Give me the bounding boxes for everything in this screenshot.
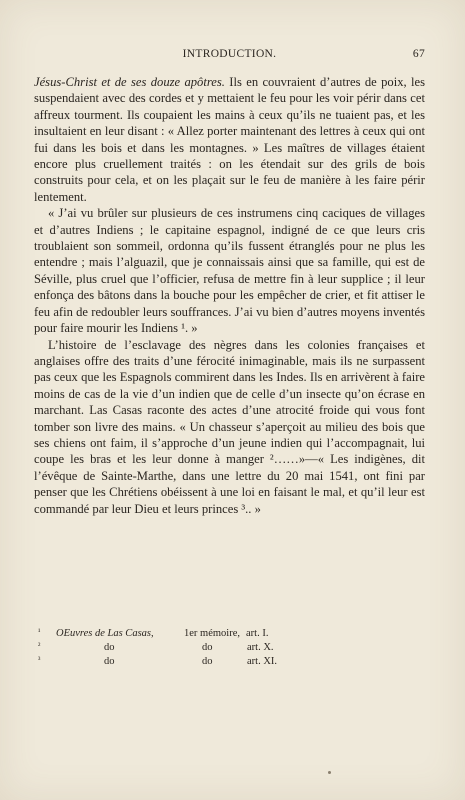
footnote-work: OEuvres de Las Casas, <box>56 628 154 639</box>
footnote-mark: ³ <box>38 655 41 664</box>
footnote-volume: do <box>202 642 213 653</box>
footnote-mark: ² <box>38 641 41 650</box>
italic-lead: Jésus-Christ et de ses douze apôtres. <box>34 75 225 89</box>
footnote <box>34 627 425 641</box>
footnote-volume: do <box>202 656 213 667</box>
running-header <box>34 48 425 62</box>
paragraph-text: Ils en couvraient d’autres de poix, les suspendaient avec des cordes et y mettaient le feu pour les voir périr dans cet affreux tourment. Ils coupaient les mains à ceux qu’ils ne tuaient pas, et les insultaient en leur disant : « Allez porter maintenant des lettres à ceux qui ont fui dans les bois et dans les montagnes. » Les maîtres de villages étaient encore plus cruellement traités : on les étendait sur des grils de bois construits pour cela, et on les plaçait sur le feu de manière à les faire périr lentement. <box>34 75 425 204</box>
paragraph <box>34 74 425 205</box>
footnote-article: art. XI. <box>247 656 278 667</box>
footnote-work: do <box>104 656 115 667</box>
footnote-work: do <box>104 642 115 653</box>
footnotes <box>34 627 425 669</box>
paragraph: « J’ai vu brûler sur plusieurs de ces instrumens cinq caciques de villages et d’autres Indiens ; le capitaine espagnol, indigné de ce que leurs cris troublaient son sommeil, ordonna qu’ils fussent étranglés pour ne plus les entendre ; mais l’alguazil, que je connaissais ainsi que sa famille, qui est de Séville, plus cruel que l’officier, refusa de mettre fin à leur supplice ; il leur enfonça des bâtons dans la bouche pour les empêcher de crier, et fit attiser le feu afin de redoubler leurs souffrances. J’ai vu bien d’autres moyens inventés pour faire mourir les Indiens ¹. » <box>34 206 425 336</box>
footnote-mark: ¹ <box>38 627 41 636</box>
footnote <box>34 641 425 655</box>
chapter-title: INTRODUCTION. <box>182 48 277 60</box>
footnote-article: art. X. <box>247 642 274 653</box>
page-number: 67 <box>412 48 425 60</box>
footnote-volume: 1er mémoire, <box>184 628 240 639</box>
footnote <box>34 655 425 669</box>
paper-speck <box>328 771 331 774</box>
paragraph: L’histoire de l’esclavage des nègres dans les colonies françaises et anglaises offre des traits d’une férocité inimaginable, mais ils ne surpassent pas ceux que les Espagnols commirent dans les Indes. Ils en arrivèrent à faire moins de cas de la vie d’un indien que de celle d’un insecte qu’on écrase en marchant. Las Casas raconte des actes d’une atrocité froide qui vous font tomber son livre des mains. « Un chasseur s’aperçoit au milieu des bois que ses chiens ont faim, il s’approche d’un jeune indien qui l’accompagnait, lui coupe les bras et les leur donne à manger ²……»—« Les indigènes, dit l’évêque de Sainte-Marthe, dans une lettre du 20 mai 1541, ont fini par penser que les Chrétiens obéissent à une loi en faisant le mal, et qu’il leur est commandé par leur Dieu et leurs princes ³.. » <box>34 337 425 516</box>
footnote-article: art. I. <box>246 628 269 639</box>
main-text <box>34 74 425 517</box>
